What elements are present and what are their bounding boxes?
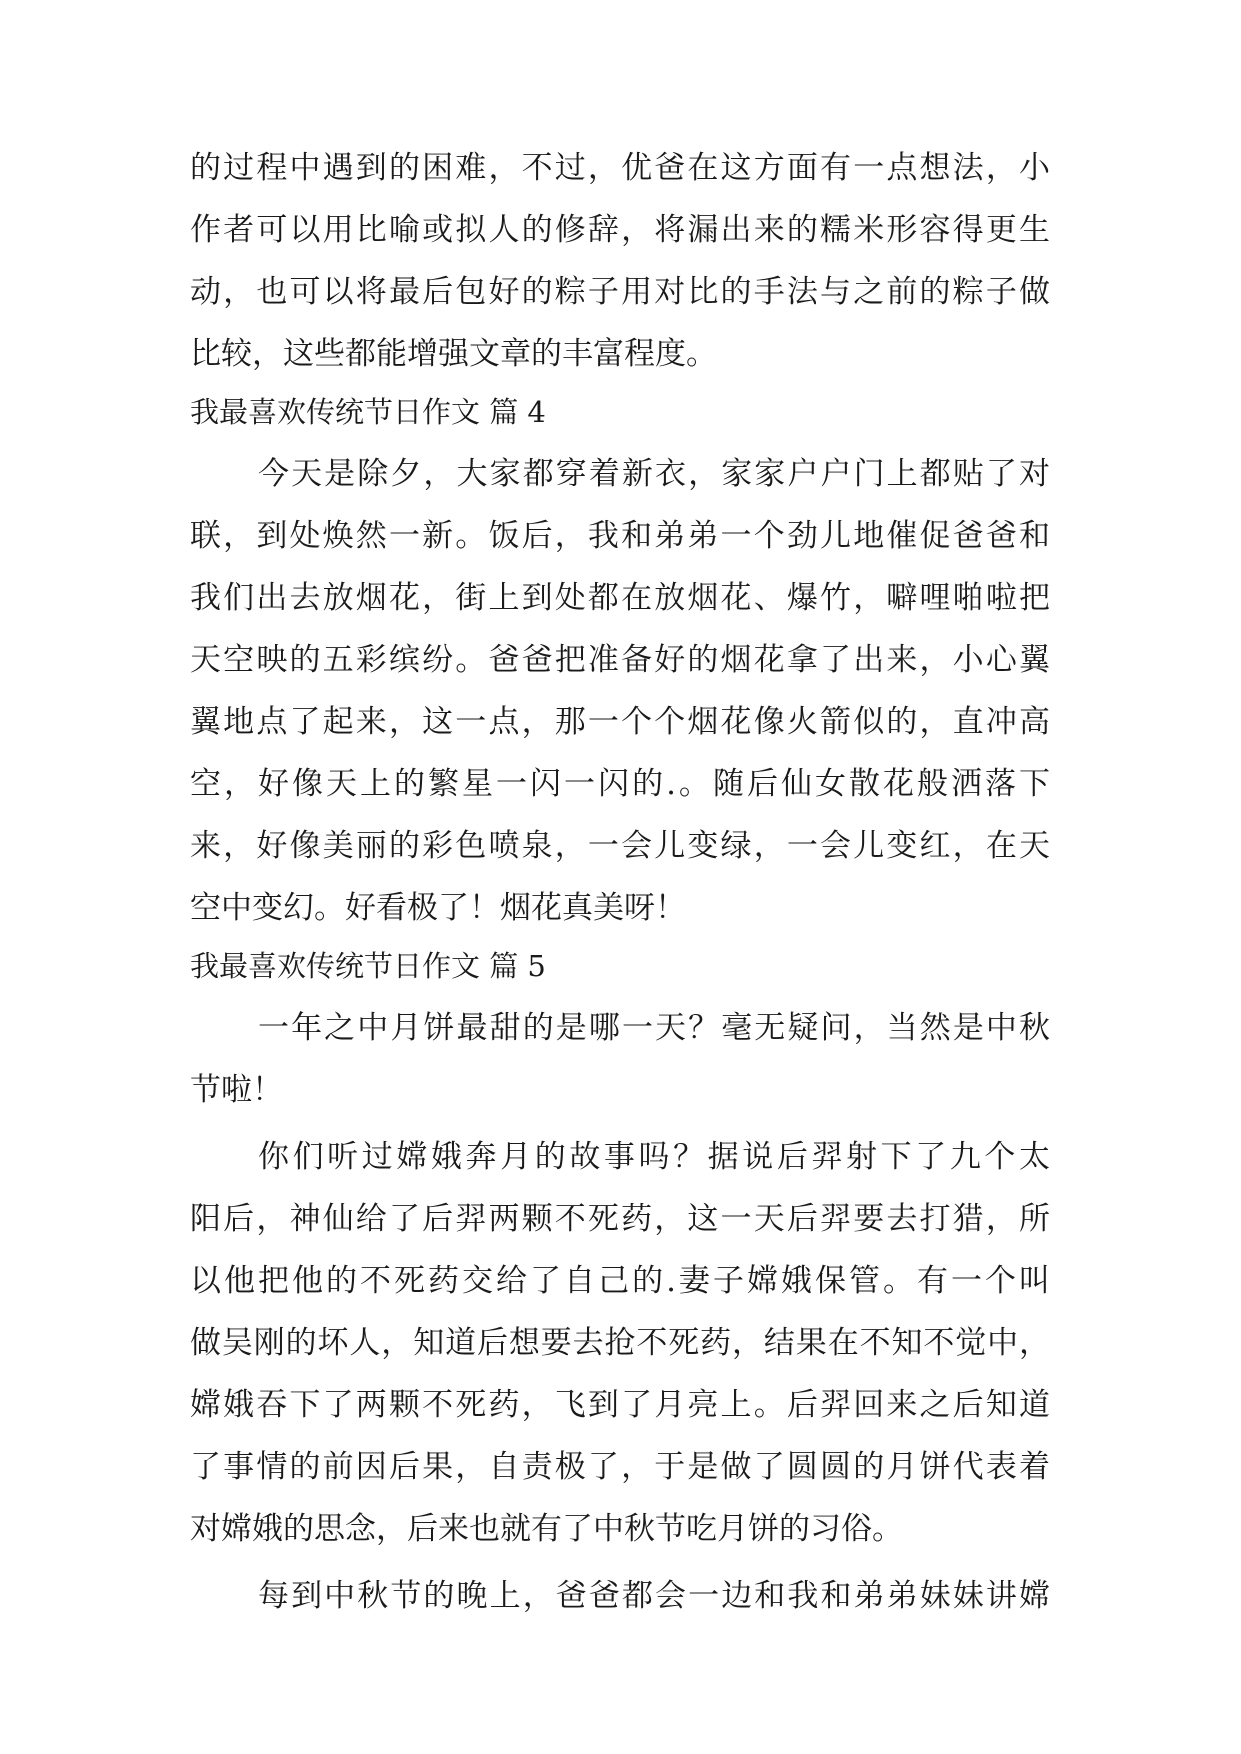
paragraph-line: 以他把他的不死药交给了自己的.妻子嫦娥保管。有一个叫 [190, 1263, 1050, 1299]
paragraph-line: 对嫦娥的思念，后来也就有了中秋节吃月饼的习俗。 [190, 1511, 903, 1547]
paragraph-line: 你们听过嫦娥奔月的故事吗？据说后羿射下了九个太 [258, 1139, 1050, 1175]
paragraph-line: 空，好像天上的繁星一闪一闪的.。随后仙女散花般洒落下 [190, 766, 1050, 802]
paragraph-line: 天空映的五彩缤纷。爸爸把准备好的烟花拿了出来，小心翼 [190, 642, 1050, 678]
paragraph-line: 阳后，神仙给了后羿两颗不死药，这一天后羿要去打猎，所 [190, 1201, 1050, 1237]
paragraph-line: 我们出去放烟花，街上到处都在放烟花、爆竹，噼哩啪啦把 [190, 580, 1050, 616]
section-heading: 我最喜欢传统节日作文 篇 5 [190, 949, 546, 983]
paragraph-line: 做吴刚的坏人，知道后想要去抢不死药，结果在不知不觉中， [190, 1325, 1050, 1361]
section-heading: 我最喜欢传统节日作文 篇 4 [190, 395, 546, 429]
paragraph-line: 比较，这些都能增强文章的丰富程度。 [190, 336, 717, 372]
paragraph-line: 来，好像美丽的彩色喷泉，一会儿变绿，一会儿变红，在天 [190, 828, 1050, 864]
paragraph-line: 的过程中遇到的困难，不过，优爸在这方面有一点想法，小 [190, 150, 1050, 186]
paragraph-line: 了事情的前因后果，自责极了，于是做了圆圆的月饼代表着 [190, 1449, 1050, 1485]
paragraph-line: 节啦！ [190, 1072, 283, 1108]
paragraph-line: 动，也可以将最后包好的粽子用对比的手法与之前的粽子做 [190, 274, 1050, 310]
paragraph-line: 一年之中月饼最甜的是哪一天？毫无疑问，当然是中秋 [258, 1010, 1050, 1046]
paragraph-line: 每到中秋节的晚上，爸爸都会一边和我和弟弟妹妹讲嫦 [258, 1578, 1050, 1614]
paragraph-line: 空中变幻。好看极了！烟花真美呀！ [190, 890, 686, 926]
paragraph-line: 嫦娥吞下了两颗不死药，飞到了月亮上。后羿回来之后知道 [190, 1387, 1050, 1423]
paragraph-line: 作者可以用比喻或拟人的修辞，将漏出来的糯米形容得更生 [190, 212, 1050, 248]
paragraph-line: 联，到处焕然一新。饭后，我和弟弟一个劲儿地催促爸爸和 [190, 518, 1050, 554]
paragraph-line: 翼地点了起来，这一点，那一个个烟花像火箭似的，直冲高 [190, 704, 1050, 740]
paragraph-line: 今天是除夕，大家都穿着新衣，家家户户门上都贴了对 [258, 456, 1050, 492]
